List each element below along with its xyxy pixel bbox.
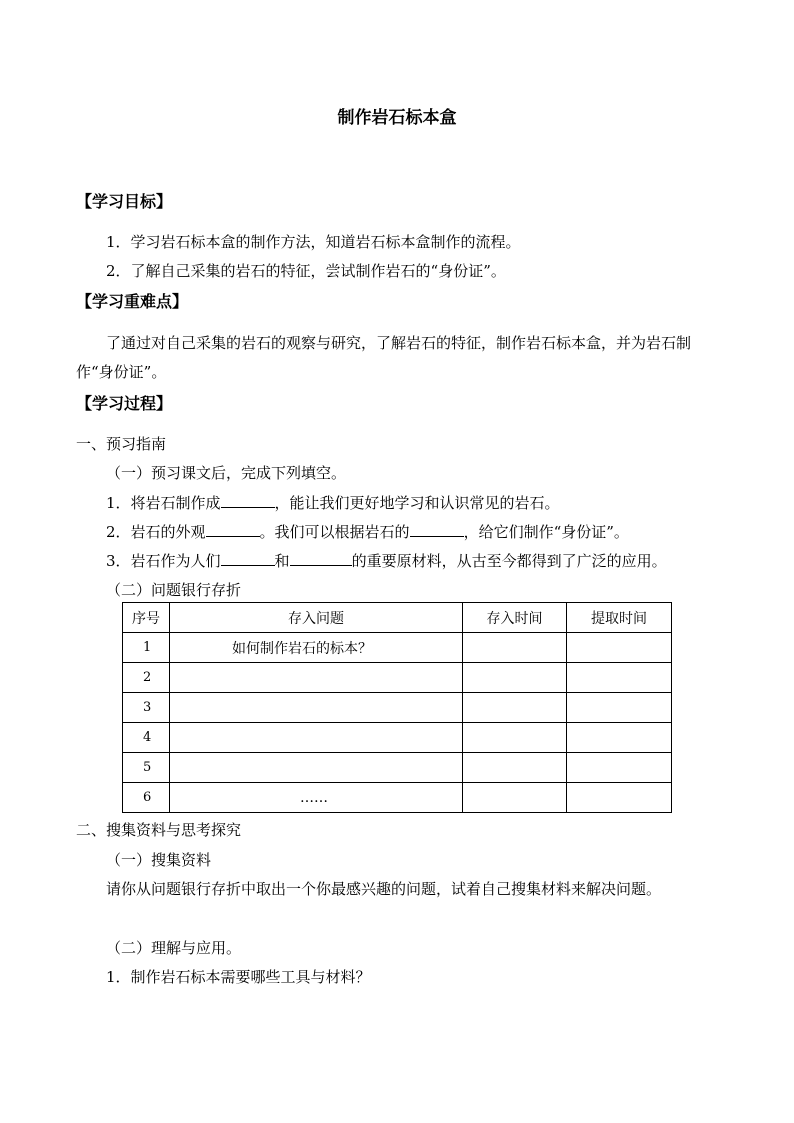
fill-question-2-text-a: 2．岩石的外观 <box>106 523 206 541</box>
row-question[interactable]: …… <box>170 783 463 813</box>
fill-question-3-text-b: 和 <box>274 552 290 570</box>
fill-blank-1[interactable] <box>221 493 275 508</box>
fill-question-1 <box>106 493 560 513</box>
row-deposit-time[interactable] <box>463 663 567 693</box>
row-deposit-time[interactable] <box>463 783 567 813</box>
row-number: 4 <box>123 723 170 753</box>
table-row <box>123 783 672 813</box>
row-withdraw-time[interactable] <box>567 723 672 753</box>
row-number: 6 <box>123 783 170 813</box>
row-question[interactable]: 如何制作岩石的标本？ <box>170 633 463 663</box>
row-deposit-time[interactable] <box>463 723 567 753</box>
fill-question-3-text-c: 的重要原材料，从古至今都得到了广泛的应用。 <box>351 552 667 570</box>
fill-blank-4[interactable] <box>221 551 275 566</box>
table-row <box>123 723 672 753</box>
page-title: 制作岩石标本盒 <box>337 108 457 128</box>
goal-item-1: 1．学习岩石标本盒的制作方法，知道岩石标本盒制作的流程。 <box>106 233 521 251</box>
part2-question-1: 1．制作岩石标本需要哪些工具与材料？ <box>106 968 371 986</box>
goals-heading: 【学习目标】 <box>76 192 173 211</box>
question-bank-table <box>122 602 672 813</box>
table-row <box>123 663 672 693</box>
row-number: 1 <box>123 633 170 663</box>
key-points-heading: 【学习重难点】 <box>76 292 189 311</box>
table-row <box>123 633 672 663</box>
key-points-line-1: 了通过对自己采集的岩石的观察与研究，了解岩石的特征，制作岩石标本盒，并为岩石制 <box>106 334 692 352</box>
header-question: 存入问题 <box>170 603 463 633</box>
row-deposit-time[interactable] <box>463 633 567 663</box>
fill-question-2-text-c: ，给它们制作“身份证”。 <box>463 523 629 541</box>
row-number: 2 <box>123 663 170 693</box>
fill-question-1-text-a: 1．将岩石制作成 <box>106 494 221 512</box>
row-withdraw-time[interactable] <box>567 783 672 813</box>
row-withdraw-time[interactable] <box>567 753 672 783</box>
part2-text: 请你从问题银行存折中取出一个你最感兴趣的问题，试着自己搜集材料来解决问题。 <box>106 880 662 898</box>
key-points-line-2: 作“身份证”。 <box>76 363 167 381</box>
row-number: 3 <box>123 693 170 723</box>
fill-blank-2[interactable] <box>206 522 260 537</box>
table-row <box>123 693 672 723</box>
header-deposit-time: 存入时间 <box>463 603 567 633</box>
row-number: 5 <box>123 753 170 783</box>
table-header-row <box>123 603 672 633</box>
fill-question-3-text-a: 3．岩石作为人们 <box>106 552 221 570</box>
part2-sub2: （二）理解与应用。 <box>106 939 242 957</box>
fill-question-2-text-b: 。我们可以根据岩石的 <box>259 523 410 541</box>
fill-blank-3[interactable] <box>410 522 464 537</box>
fill-blank-5[interactable] <box>290 551 352 566</box>
row-question[interactable] <box>170 753 463 783</box>
header-withdraw-time: 提取时间 <box>567 603 672 633</box>
goal-item-2: 2．了解自己采集的岩石的特征，尝试制作岩石的“身份证”。 <box>106 262 506 280</box>
part2-heading: 二、搜集资料与思考探究 <box>76 821 242 839</box>
fill-question-3 <box>106 551 667 571</box>
row-deposit-time[interactable] <box>463 753 567 783</box>
table-row <box>123 753 672 783</box>
header-serial: 序号 <box>123 603 170 633</box>
row-question[interactable] <box>170 693 463 723</box>
part1-sub2: （二）问题银行存折 <box>106 581 242 599</box>
row-withdraw-time[interactable] <box>567 693 672 723</box>
row-withdraw-time[interactable] <box>567 663 672 693</box>
row-question[interactable] <box>170 663 463 693</box>
part2-sub1: （一）搜集资料 <box>106 851 212 869</box>
row-question[interactable] <box>170 723 463 753</box>
part1-sub1: （一）预习课文后，完成下列填空。 <box>106 464 347 482</box>
row-deposit-time[interactable] <box>463 693 567 723</box>
row-withdraw-time[interactable] <box>567 633 672 663</box>
part1-heading: 一、预习指南 <box>76 435 167 453</box>
fill-question-2 <box>106 522 629 542</box>
process-heading: 【学习过程】 <box>76 394 173 413</box>
fill-question-1-text-b: ，能让我们更好地学习和认识常见的岩石。 <box>274 494 560 512</box>
